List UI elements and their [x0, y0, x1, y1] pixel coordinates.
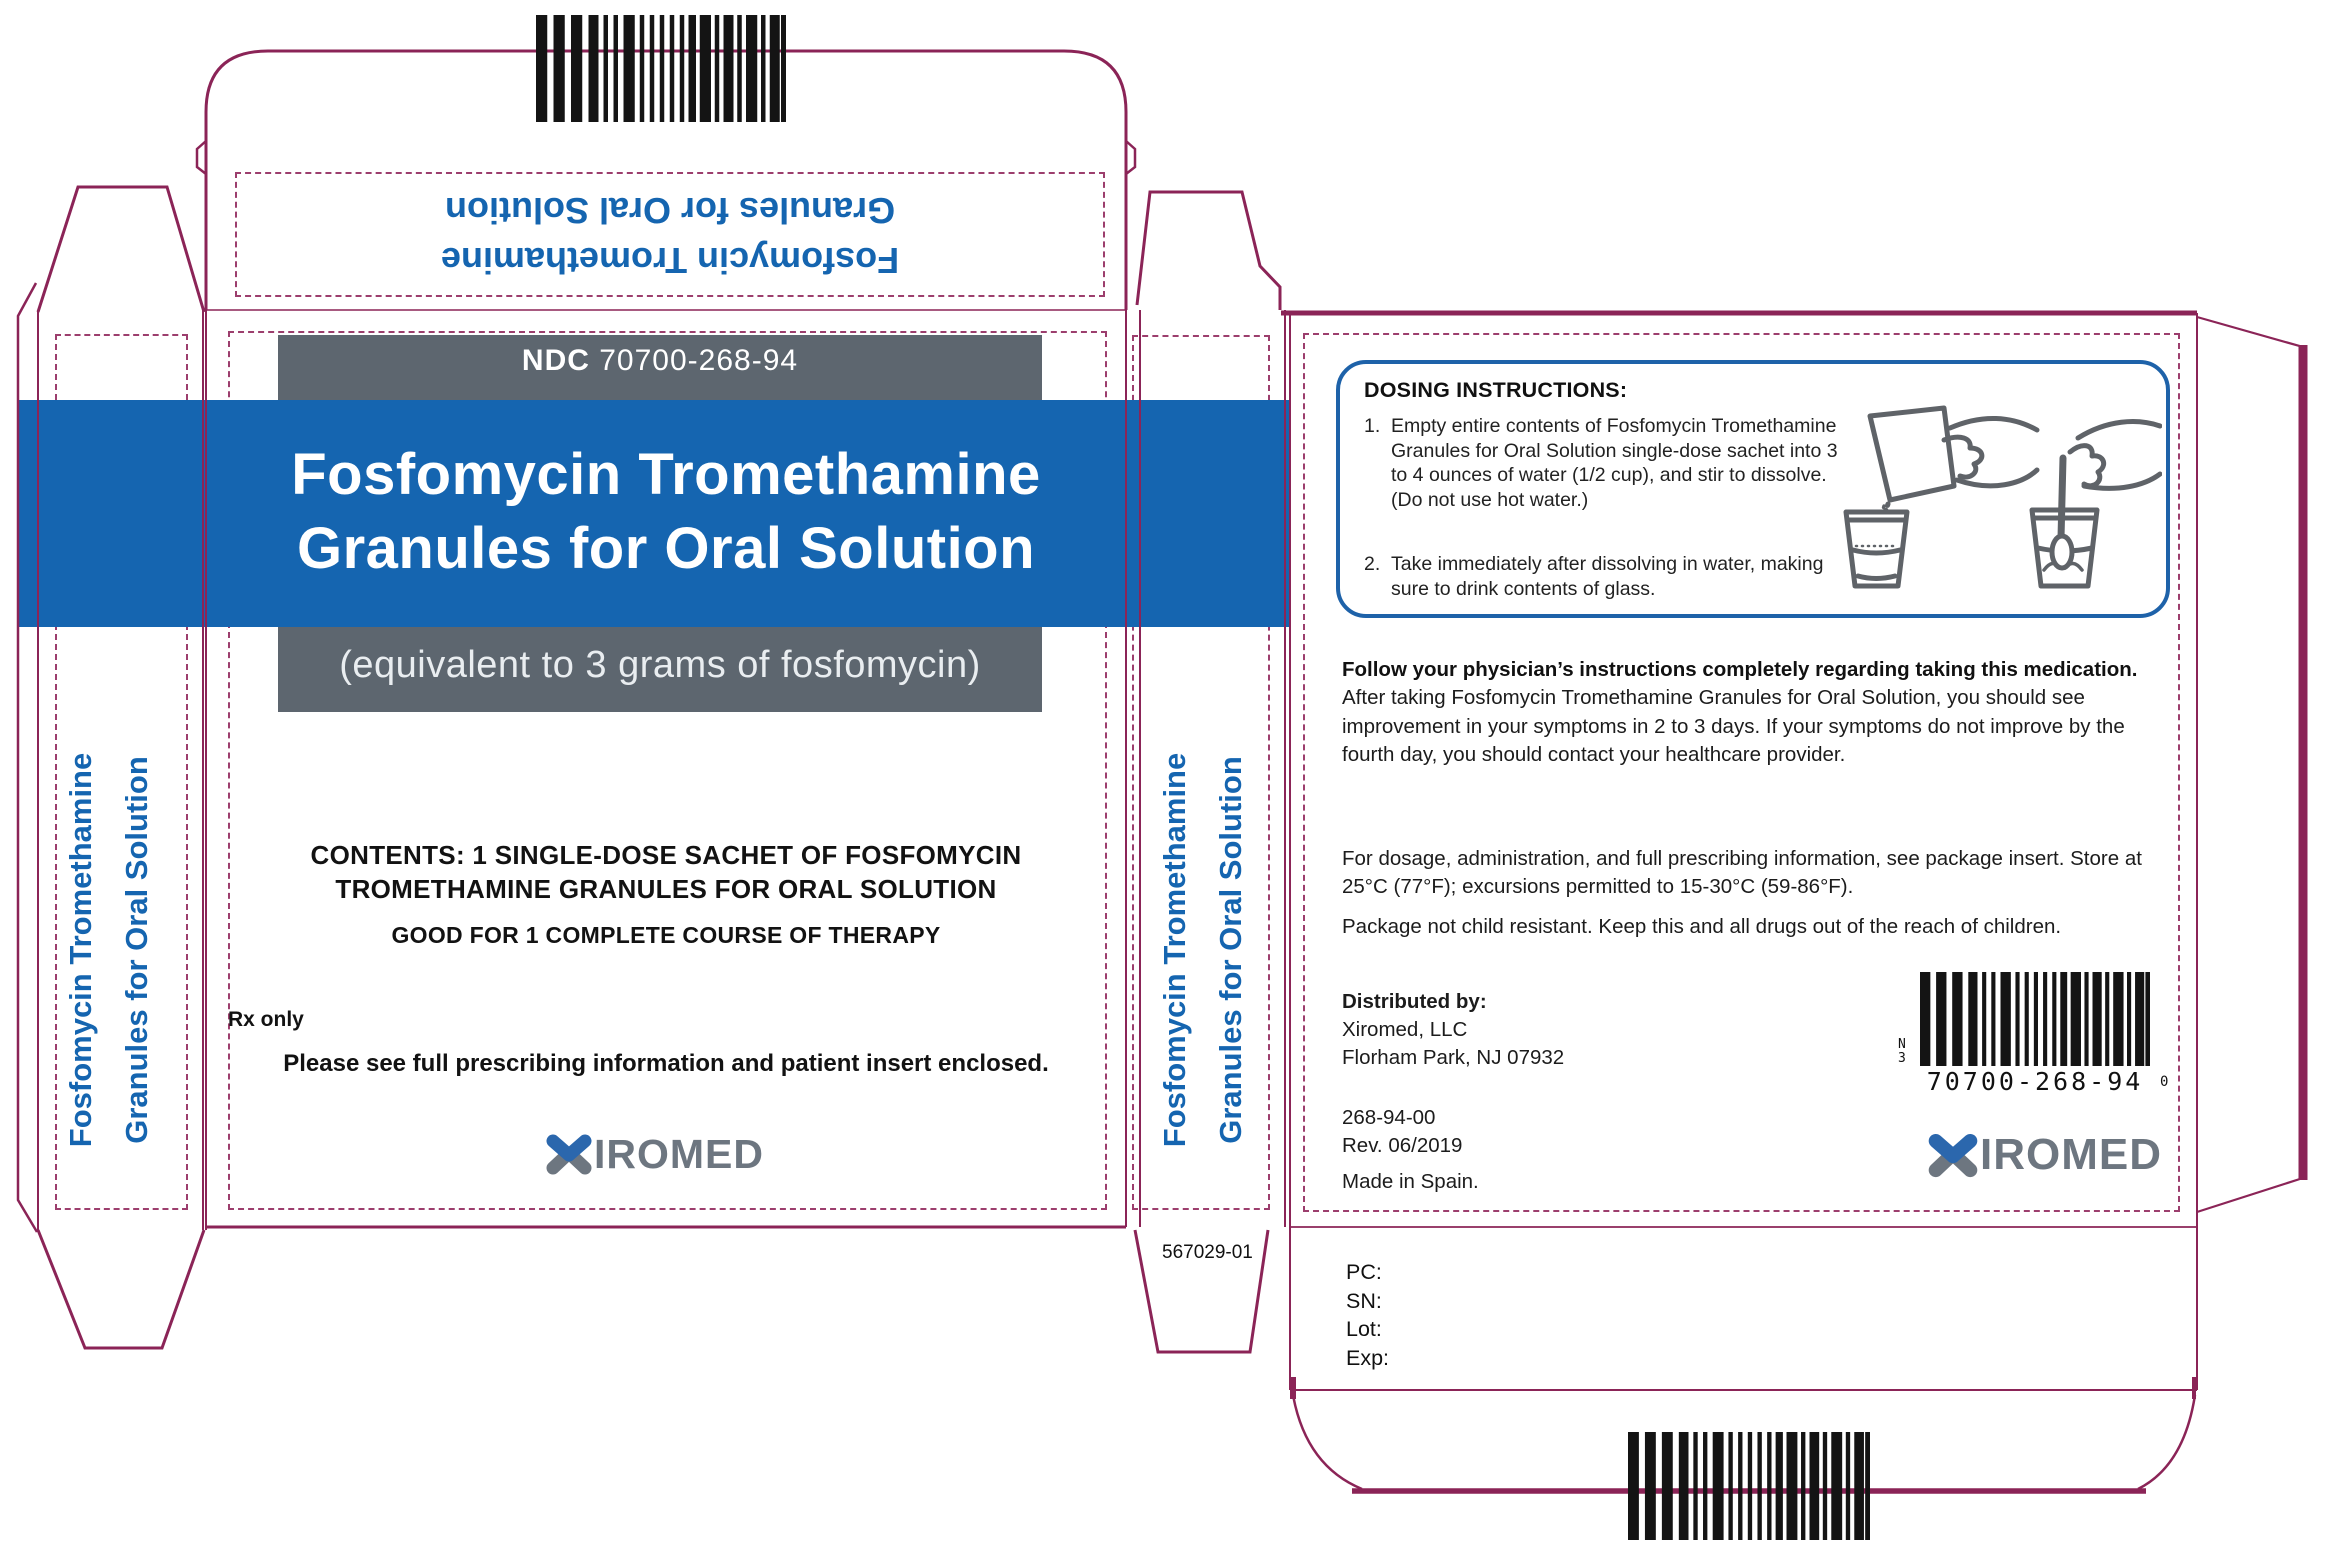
bottom-barcode [1628, 1432, 1870, 1540]
dosing-title: DOSING INSTRUCTIONS: [1364, 378, 1628, 402]
follow-lead: Follow your physician’s instructions completely regarding taking this medication. [1342, 658, 2138, 681]
middle-panel-title-line2: Granules for Oral Solution [1213, 756, 1248, 1144]
follow-instructions-paragraph [1342, 656, 2164, 769]
middle-panel-title [1147, 730, 1263, 1170]
barcode-suffix: 0 [2160, 1074, 2169, 1090]
exp-label: Exp: [1346, 1346, 1390, 1371]
flap-title-line2: Granules for Oral Solution [444, 189, 896, 231]
dosing-illustration-icon [1832, 400, 2162, 610]
xiromed-x-icon [1926, 1132, 1980, 1178]
product-title-line2: Granules for Oral Solution [296, 516, 1036, 581]
origin: Made in Spain. [1342, 1170, 1479, 1193]
child-warning: Package not child resistant. Keep this and all drugs out of the reach of children. [1342, 915, 2062, 938]
item-code-block [1342, 1104, 1462, 1160]
lot-label: Lot: [1346, 1317, 1382, 1342]
barcode-prefix [1898, 1038, 1906, 1066]
distributor-block [1342, 988, 1564, 1072]
rx-only: Rx only [228, 1008, 304, 1031]
dosing-step-2 [1364, 552, 1856, 601]
prescribing-note: Please see full prescribing information and patient insert enclosed. [283, 1050, 1049, 1077]
distributed-by-label: Distributed by: [1342, 990, 1487, 1013]
dosing-step-2-text: Take immediately after dissolving in water, making sure to drink contents of glass. [1391, 553, 1824, 600]
top-barcode [536, 15, 786, 122]
pc-label: PC: [1346, 1260, 1382, 1284]
contents-line1: CONTENTS: 1 SINGLE-DOSE SACHET OF FOSFOMYCIN [310, 840, 1022, 870]
ndc-number: 70700-268-94 [599, 344, 799, 377]
dosing-instructions-box [1336, 360, 2170, 618]
distributor-city: Florham Park, NJ 07932 [1342, 1046, 1565, 1069]
revision: Rev. 06/2019 [1342, 1134, 1463, 1157]
xiromed-wordmark: IROMED [594, 1130, 764, 1177]
flap-title-line1: Fosfomycin Tromethamine [440, 239, 900, 281]
xiromed-x-icon [544, 1133, 594, 1175]
left-panel-title-line1: Fosfomycin Tromethamine [63, 752, 98, 1148]
ndc-label: NDC [521, 344, 590, 377]
dosing-step-2-number: 2. [1364, 553, 1381, 575]
xiromed-logo-back [1926, 1132, 2162, 1178]
contents-line2: TROMETHAMINE GRANULES FOR ORAL SOLUTION [335, 874, 997, 904]
ndc-barcode-block [1896, 972, 2186, 1097]
dosage-storage-paragraph: For dosage, administration, and full prescribing information, see package insert. Store at 25°C (77°F); excursions permitted to 15-30°C (59-86°F). [1342, 847, 2142, 899]
xiromed-logo-front [544, 1130, 764, 1177]
back-barcode [1920, 972, 2150, 1066]
barcode-prefix-top: N [1898, 1037, 1906, 1052]
item-code: 268-94-00 [1342, 1106, 1436, 1129]
equivalence-note: (equivalent to 3 grams of fosfomycin) [339, 644, 981, 686]
dosing-step-1-text: Empty entire contents of Fosfomycin Tromethamine Granules for Oral Solution single-dose sachet into 3 to 4 ounces of water (1/2 cup), and stir to dissolve. (Do not use hot water.) [1391, 415, 1838, 511]
left-panel-title-line2: Granules for Oral Solution [119, 756, 154, 1144]
dosing-step-1 [1364, 414, 1856, 512]
flap-title [441, 185, 899, 285]
follow-rest: After taking Fosfomycin Tromethamine Granules for Oral Solution, you should see improvement in your symptoms in 2 to 3 days. If your symptoms do not improve by the fourth day, you should contact your healthcare provider. [1342, 686, 2125, 766]
middle-panel-title-line1: Fosfomycin Tromethamine [1157, 752, 1192, 1148]
sn-label: SN: [1346, 1288, 1382, 1313]
barcode-digits: 70700-268-94 [1926, 1067, 2144, 1096]
barcode-prefix-bottom: 3 [1898, 1051, 1906, 1066]
flap-title-block [235, 172, 1105, 297]
plate-code: 567029-01 [1162, 1242, 1253, 1263]
dosing-step-1-number: 1. [1364, 415, 1381, 437]
left-panel-title [53, 730, 169, 1170]
xiromed-wordmark: IROMED [1980, 1130, 2162, 1179]
product-title [206, 438, 1126, 586]
ndc-line [278, 344, 1042, 378]
contents-statement [206, 838, 1126, 906]
product-title-line1: Fosfomycin Tromethamine [291, 442, 1041, 507]
course-statement: GOOD FOR 1 COMPLETE COURSE OF THERAPY [391, 922, 941, 948]
distributor-name: Xiromed, LLC [1342, 1018, 1468, 1041]
tracking-block [1346, 1258, 1389, 1373]
